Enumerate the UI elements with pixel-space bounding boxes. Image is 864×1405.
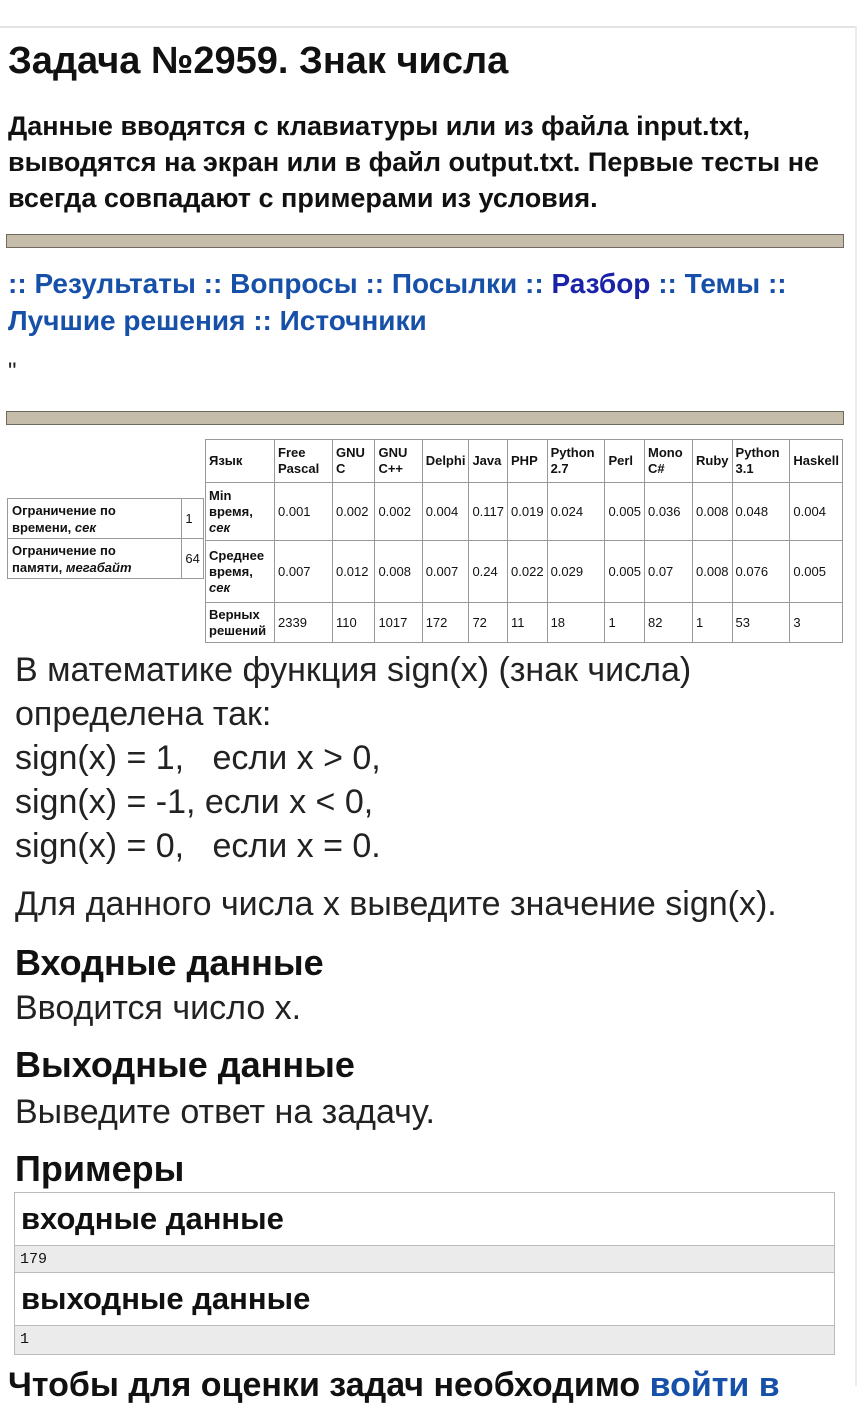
- lang-cell: Free Pascal: [275, 440, 333, 483]
- statement-line: sign(x) = 0, если x = 0.: [15, 827, 381, 865]
- lang-cell: Python 3.1: [732, 440, 790, 483]
- row-label: Верных решений: [206, 603, 275, 643]
- nav-link-results[interactable]: Результаты: [34, 268, 196, 299]
- row-label: Среднее время, сек: [206, 541, 275, 603]
- stat-cell: 0.007: [275, 541, 333, 603]
- example-output-label: выходные данные: [15, 1273, 834, 1325]
- stat-cell: 0.022: [508, 541, 548, 603]
- lang-cell: PHP: [508, 440, 548, 483]
- problem-nav: [8, 265, 848, 339]
- example-input-label: входные данные: [15, 1193, 834, 1245]
- page-right-border: [855, 26, 857, 1386]
- io-note: Данные вводятся с клавиатуры или из файла input.txt, выводятся на экран или в файл output.txt. Первые тесты не всегда совпадают с примерами из условия.: [8, 111, 820, 213]
- input-heading: Входные данные: [15, 942, 324, 983]
- nav-link-questions[interactable]: Вопросы: [230, 268, 358, 299]
- stats-row-accepted: [206, 603, 843, 643]
- lang-cell: Python 2.7: [547, 440, 605, 483]
- examples-heading: Примеры: [15, 1148, 185, 1189]
- lang-cell: GNU C++: [375, 440, 422, 483]
- lang-cell: GNU C: [332, 440, 374, 483]
- stat-cell: 2339: [275, 603, 333, 643]
- stat-cell: 0.005: [605, 483, 645, 541]
- nav-link-topics[interactable]: Темы: [684, 268, 761, 299]
- limits-table: [7, 498, 204, 579]
- stat-cell: 0.012: [332, 541, 374, 603]
- nav-separator: ::: [8, 268, 27, 299]
- nav-separator: ::: [253, 305, 272, 336]
- stat-cell: 0.019: [508, 483, 548, 541]
- statement-intro: В математике функция sign(x) (знак числа) определена так:: [15, 651, 692, 733]
- example-input-value: 179: [15, 1245, 834, 1274]
- output-text: Выведите ответ на задачу.: [15, 1093, 435, 1131]
- lang-cell: Mono C#: [644, 440, 692, 483]
- stats-row-avg-time: [206, 541, 843, 603]
- stat-cell: 0.076: [732, 541, 790, 603]
- limit-row-memory: [8, 539, 204, 579]
- lang-cell: Haskell: [790, 440, 843, 483]
- stat-cell: 172: [422, 603, 469, 643]
- stat-cell: 0.004: [422, 483, 469, 541]
- stat-cell: 0.002: [375, 483, 422, 541]
- lang-cell: Delphi: [422, 440, 469, 483]
- stat-cell: 1: [605, 603, 645, 643]
- stat-cell: 72: [469, 603, 508, 643]
- lang-header: Язык: [206, 440, 275, 483]
- stat-cell: 0.007: [422, 541, 469, 603]
- divider-bar: [6, 411, 844, 425]
- limit-label: Ограничение по времени, сек: [8, 499, 182, 539]
- login-link[interactable]: войти в: [649, 1366, 780, 1404]
- page-top-border: [0, 26, 856, 28]
- example-input-box: [14, 1192, 835, 1275]
- stat-cell: 3: [790, 603, 843, 643]
- nav-link-sources[interactable]: Источники: [279, 305, 427, 336]
- stats-header-row: [206, 440, 843, 483]
- example-output-value: 1: [15, 1325, 834, 1354]
- statement-task: Для данного числа x выведите значение sign(x).: [15, 885, 777, 923]
- limit-value: 1: [182, 499, 204, 539]
- output-heading: Выходные данные: [15, 1044, 355, 1085]
- stats-table: [205, 439, 843, 643]
- stat-cell: 0.001: [275, 483, 333, 541]
- stat-cell: 18: [547, 603, 605, 643]
- nav-link-best-solutions[interactable]: Лучшие решения: [8, 305, 246, 336]
- stat-cell: 0.07: [644, 541, 692, 603]
- lang-cell: Perl: [605, 440, 645, 483]
- stat-cell: 82: [644, 603, 692, 643]
- stat-cell: 0.117: [469, 483, 508, 541]
- divider-bar: [6, 234, 844, 248]
- row-label: Min время, сек: [206, 483, 275, 541]
- stat-cell: 11: [508, 603, 548, 643]
- stat-cell: 0.048: [732, 483, 790, 541]
- nav-separator: ::: [203, 268, 223, 299]
- stat-cell: 1017: [375, 603, 422, 643]
- stat-cell: 0.008: [693, 483, 733, 541]
- stat-cell: 110: [332, 603, 374, 643]
- nav-separator: ::: [365, 268, 385, 299]
- stat-cell: 0.008: [375, 541, 422, 603]
- footer-note-text: Чтобы для оценки задач необходимо: [8, 1366, 641, 1404]
- statement-line: sign(x) = 1, если x > 0,: [15, 739, 381, 777]
- limit-label: Ограничение по памяти, мегабайт: [8, 539, 182, 579]
- page-title: Задача №2959. Знак числа: [8, 40, 509, 82]
- stat-cell: 0.005: [790, 541, 843, 603]
- nav-separator: ::: [767, 268, 787, 299]
- nav-separator: ::: [658, 268, 677, 299]
- input-text: Вводится число x.: [15, 989, 302, 1027]
- stat-cell: 0.004: [790, 483, 843, 541]
- nav-link-analysis[interactable]: Разбор: [551, 268, 651, 299]
- lang-cell: Java: [469, 440, 508, 483]
- statement-line: sign(x) = -1, если x < 0,: [15, 783, 374, 821]
- nav-separator: ::: [525, 268, 544, 299]
- lang-cell: Ruby: [693, 440, 733, 483]
- stat-cell: 0.005: [605, 541, 645, 603]
- statement-definition: [15, 648, 850, 868]
- nav-link-submissions[interactable]: Посылки: [391, 268, 518, 299]
- limit-value: 64: [182, 539, 204, 579]
- example-output-box: [14, 1272, 835, 1355]
- stats-row-min-time: [206, 483, 843, 541]
- stat-cell: 0.002: [332, 483, 374, 541]
- limit-row-time: [8, 499, 204, 539]
- stat-cell: 0.24: [469, 541, 508, 603]
- stray-quote: ": [8, 358, 17, 385]
- stat-cell: 0.008: [693, 541, 733, 603]
- stat-cell: 0.029: [547, 541, 605, 603]
- stat-cell: 0.036: [644, 483, 692, 541]
- stat-cell: 1: [693, 603, 733, 643]
- stat-cell: 0.024: [547, 483, 605, 541]
- stat-cell: 53: [732, 603, 790, 643]
